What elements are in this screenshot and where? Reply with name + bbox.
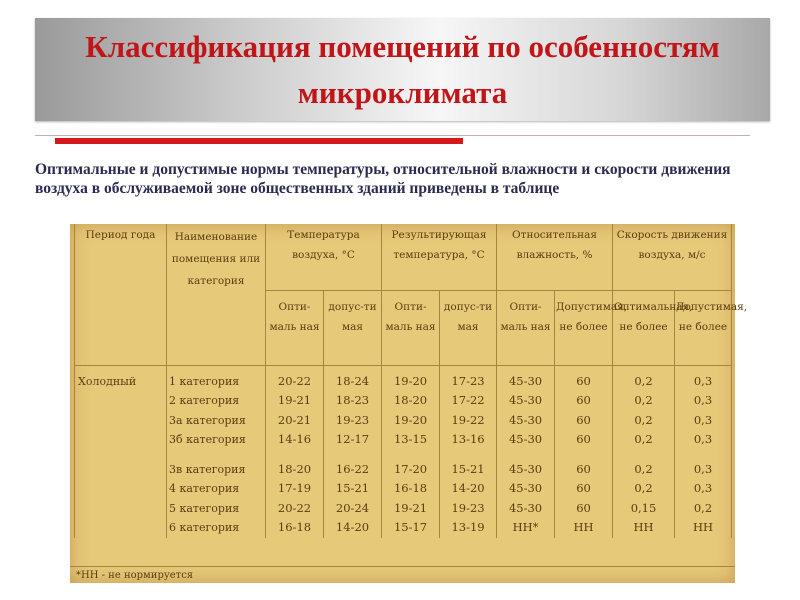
- res-dop-cell: 17-23: [440, 365, 497, 391]
- header-result-temp: Результирующая температура, °С: [382, 224, 497, 290]
- accent-bar: [55, 138, 463, 144]
- spd-dop-cell: 0,3: [675, 460, 732, 480]
- table-footnote: *НН - не нормируется: [76, 570, 194, 581]
- spacer-row: [75, 450, 732, 460]
- title-banner: [35, 18, 770, 121]
- hum-opt-cell: 45-30: [497, 460, 555, 480]
- page-title: Классификация помещений по особенностям микроклимата: [85, 28, 720, 110]
- header-period: Период года: [75, 224, 167, 365]
- divider-line: [35, 135, 750, 136]
- table-row: [75, 365, 732, 391]
- air-dop-cell: 19-23: [324, 411, 382, 431]
- intro-text: Оптимальные и допустимые нормы температуры, относительной влажности и скорости движения воздуха в обслуживаемой зоне общественных зданий приведены в таблице: [35, 161, 731, 197]
- air-dop-cell: 15-21: [324, 479, 382, 499]
- spd-dop-cell: 0,2: [675, 499, 732, 519]
- category-cell: 4 категория: [167, 479, 266, 499]
- air-opt-cell: 18-20: [266, 460, 324, 480]
- norms-table-image: [70, 224, 748, 583]
- spd-dop-cell: 0,3: [675, 365, 732, 391]
- header-humidity: Относительная влажность, %: [497, 224, 613, 290]
- category-cell: 1 категория: [167, 365, 266, 391]
- air-dop-cell: 20-24: [324, 499, 382, 519]
- spd-dop-cell: 0,3: [675, 479, 732, 499]
- hum-dop-cell: 60: [555, 499, 613, 519]
- hum-dop-cell: 60: [555, 430, 613, 450]
- air-opt-cell: 17-19: [266, 479, 324, 499]
- spd-opt-cell: НН: [613, 518, 675, 538]
- spd-dop-cell: НН: [675, 518, 732, 538]
- air-dop-cell: 14-20: [324, 518, 382, 538]
- subheader-air-dop: допус-ти мая: [324, 290, 382, 365]
- hum-opt-cell: 45-30: [497, 430, 555, 450]
- table-row: [75, 460, 732, 480]
- spd-opt-cell: 0,2: [613, 391, 675, 411]
- category-cell: 3б категория: [167, 430, 266, 450]
- res-dop-cell: 14-20: [440, 479, 497, 499]
- air-dop-cell: 18-24: [324, 365, 382, 391]
- air-opt-cell: 14-16: [266, 430, 324, 450]
- spd-dop-cell: 0,3: [675, 430, 732, 450]
- subheader-spd-opt: Оптимальная, не более: [613, 290, 675, 365]
- hum-dop-cell: 60: [555, 460, 613, 480]
- spd-dop-cell: 0,3: [675, 391, 732, 411]
- spd-dop-cell: 0,3: [675, 411, 732, 431]
- hum-dop-cell: НН: [555, 518, 613, 538]
- hum-opt-cell: 45-30: [497, 479, 555, 499]
- air-dop-cell: 12-17: [324, 430, 382, 450]
- header-air-temp: Температура воздуха, °С: [266, 224, 382, 290]
- hum-opt-cell: 45-30: [497, 411, 555, 431]
- subheader-res-opt: Опти-маль ная: [382, 290, 440, 365]
- air-dop-cell: 16-22: [324, 460, 382, 480]
- spd-opt-cell: 0,2: [613, 411, 675, 431]
- table-row: [75, 518, 732, 538]
- hum-opt-cell: НН*: [497, 518, 555, 538]
- category-cell: 3в категория: [167, 460, 266, 480]
- header-row: [75, 224, 732, 290]
- res-opt-cell: 19-20: [382, 365, 440, 391]
- res-opt-cell: 19-20: [382, 411, 440, 431]
- table-row: [75, 479, 732, 499]
- norms-table: [74, 224, 748, 538]
- table-row: [75, 391, 732, 411]
- hum-dop-cell: 60: [555, 365, 613, 391]
- res-opt-cell: 19-21: [382, 499, 440, 519]
- header-speed: Скорость движения воздуха, м/с: [613, 224, 732, 290]
- spd-opt-cell: 0,2: [613, 460, 675, 480]
- hum-dop-cell: 60: [555, 391, 613, 411]
- hum-opt-cell: 45-30: [497, 391, 555, 411]
- category-cell: 5 категория: [167, 499, 266, 519]
- subheader-hum-dop: Допустимая, не более: [555, 290, 613, 365]
- res-dop-cell: 17-22: [440, 391, 497, 411]
- air-opt-cell: 20-21: [266, 411, 324, 431]
- res-opt-cell: 17-20: [382, 460, 440, 480]
- res-dop-cell: 19-22: [440, 411, 497, 431]
- air-opt-cell: 20-22: [266, 499, 324, 519]
- hum-opt-cell: 45-30: [497, 499, 555, 519]
- res-opt-cell: 15-17: [382, 518, 440, 538]
- air-dop-cell: 18-23: [324, 391, 382, 411]
- table-row: [75, 499, 732, 519]
- res-opt-cell: 16-18: [382, 479, 440, 499]
- hum-opt-cell: 45-30: [497, 365, 555, 391]
- spd-opt-cell: 0,2: [613, 479, 675, 499]
- spd-opt-cell: 0,2: [613, 430, 675, 450]
- subheader-spd-dop: Допустимая, не более: [675, 290, 732, 365]
- header-name: Наименование помещения или категория: [167, 224, 266, 365]
- res-opt-cell: 18-20: [382, 391, 440, 411]
- hum-dop-cell: 60: [555, 479, 613, 499]
- period-cell: Холодный: [75, 365, 167, 538]
- table-bottom-line: [70, 566, 735, 567]
- table-row: [75, 430, 732, 450]
- res-opt-cell: 13-15: [382, 430, 440, 450]
- subheader-hum-opt: Опти-маль ная: [497, 290, 555, 365]
- category-cell: 3а категория: [167, 411, 266, 431]
- air-opt-cell: 16-18: [266, 518, 324, 538]
- hum-dop-cell: 60: [555, 411, 613, 431]
- air-opt-cell: 20-22: [266, 365, 324, 391]
- spd-opt-cell: 0,15: [613, 499, 675, 519]
- subheader-air-opt: Опти-маль ная: [266, 290, 324, 365]
- category-cell: 2 категория: [167, 391, 266, 411]
- air-opt-cell: 19-21: [266, 391, 324, 411]
- spd-opt-cell: 0,2: [613, 365, 675, 391]
- res-dop-cell: 19-23: [440, 499, 497, 519]
- subheader-res-dop: допус-ти мая: [440, 290, 497, 365]
- res-dop-cell: 13-19: [440, 518, 497, 538]
- category-cell: 6 категория: [167, 518, 266, 538]
- res-dop-cell: 15-21: [440, 460, 497, 480]
- table-row: [75, 411, 732, 431]
- res-dop-cell: 13-16: [440, 430, 497, 450]
